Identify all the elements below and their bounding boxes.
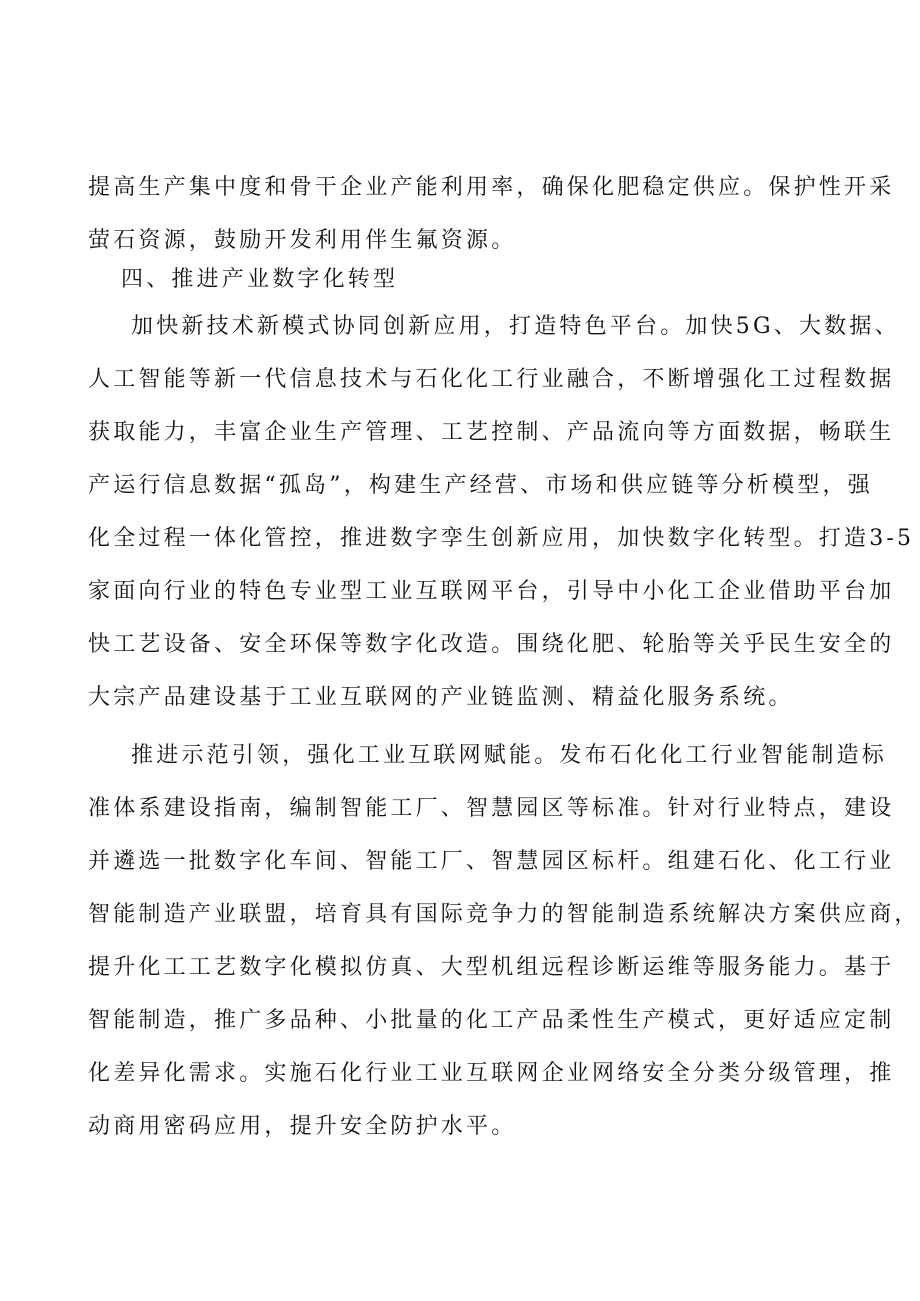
paragraph-line: 快工艺设备、安全环保等数字化改造。围绕化肥、轮胎等关乎民生安全的 [88,632,895,657]
paragraph-line: 萤石资源，鼓励开发利用伴生氟资源。 [88,228,517,253]
paragraph-line: 人工智能等新一代信息技术与石化化工行业融合，不断增强化工过程数据 [88,367,895,392]
paragraph-line: 家面向行业的特色专业型工业互联网平台，引导中小化工企业借助平台加 [88,579,895,604]
paragraph-line: 提升化工工艺数字化模拟仿真、大型机组远程诊断运维等服务能力。基于 [88,955,895,980]
paragraph-line: 准体系建设指南，编制智能工厂、智慧园区等标准。针对行业特点，建设 [88,796,895,821]
paragraph-line: 提高生产集中度和骨干企业产能利用率，确保化肥稳定供应。保护性开采 [88,175,895,200]
paragraph-line: 化差异化需求。实施石化行业工业互联网企业网络安全分类分级管理，推 [88,1061,895,1086]
paragraph-line: 并遴选一批数字化车间、智能工厂、智慧园区标杆。组建石化、化工行业 [88,849,895,874]
paragraph-line: 化全过程一体化管控，推进数字孪生创新应用，加快数字化转型。打造3-5 [88,526,915,551]
paragraph-line: 加快新技术新模式协同创新应用，打造特色平台。加快5G、大数据、 [131,314,900,339]
section-heading: 四、推进产业数字化转型 [121,267,399,292]
paragraph-line: 动商用密码应用，提升安全防护水平。 [88,1114,517,1139]
paragraph-line: 获取能力，丰富企业生产管理、工艺控制、产品流向等方面数据，畅联生 [88,420,895,445]
paragraph-line: 智能制造产业联盟，培育具有国际竞争力的智能制造系统解决方案供应商， [88,902,920,927]
paragraph-line: 推进示范引领，强化工业互联网赋能。发布石化化工行业智能制造标 [131,743,888,768]
paragraph-line: 产运行信息数据“孤岛”，构建生产经营、市场和供应链等分析模型，强 [88,473,873,498]
paragraph-line: 大宗产品建设基于工业互联网的产业链监测、精益化服务系统。 [88,685,794,710]
paragraph-line: 智能制造，推广多品种、小批量的化工产品柔性生产模式，更好适应定制 [88,1008,895,1033]
